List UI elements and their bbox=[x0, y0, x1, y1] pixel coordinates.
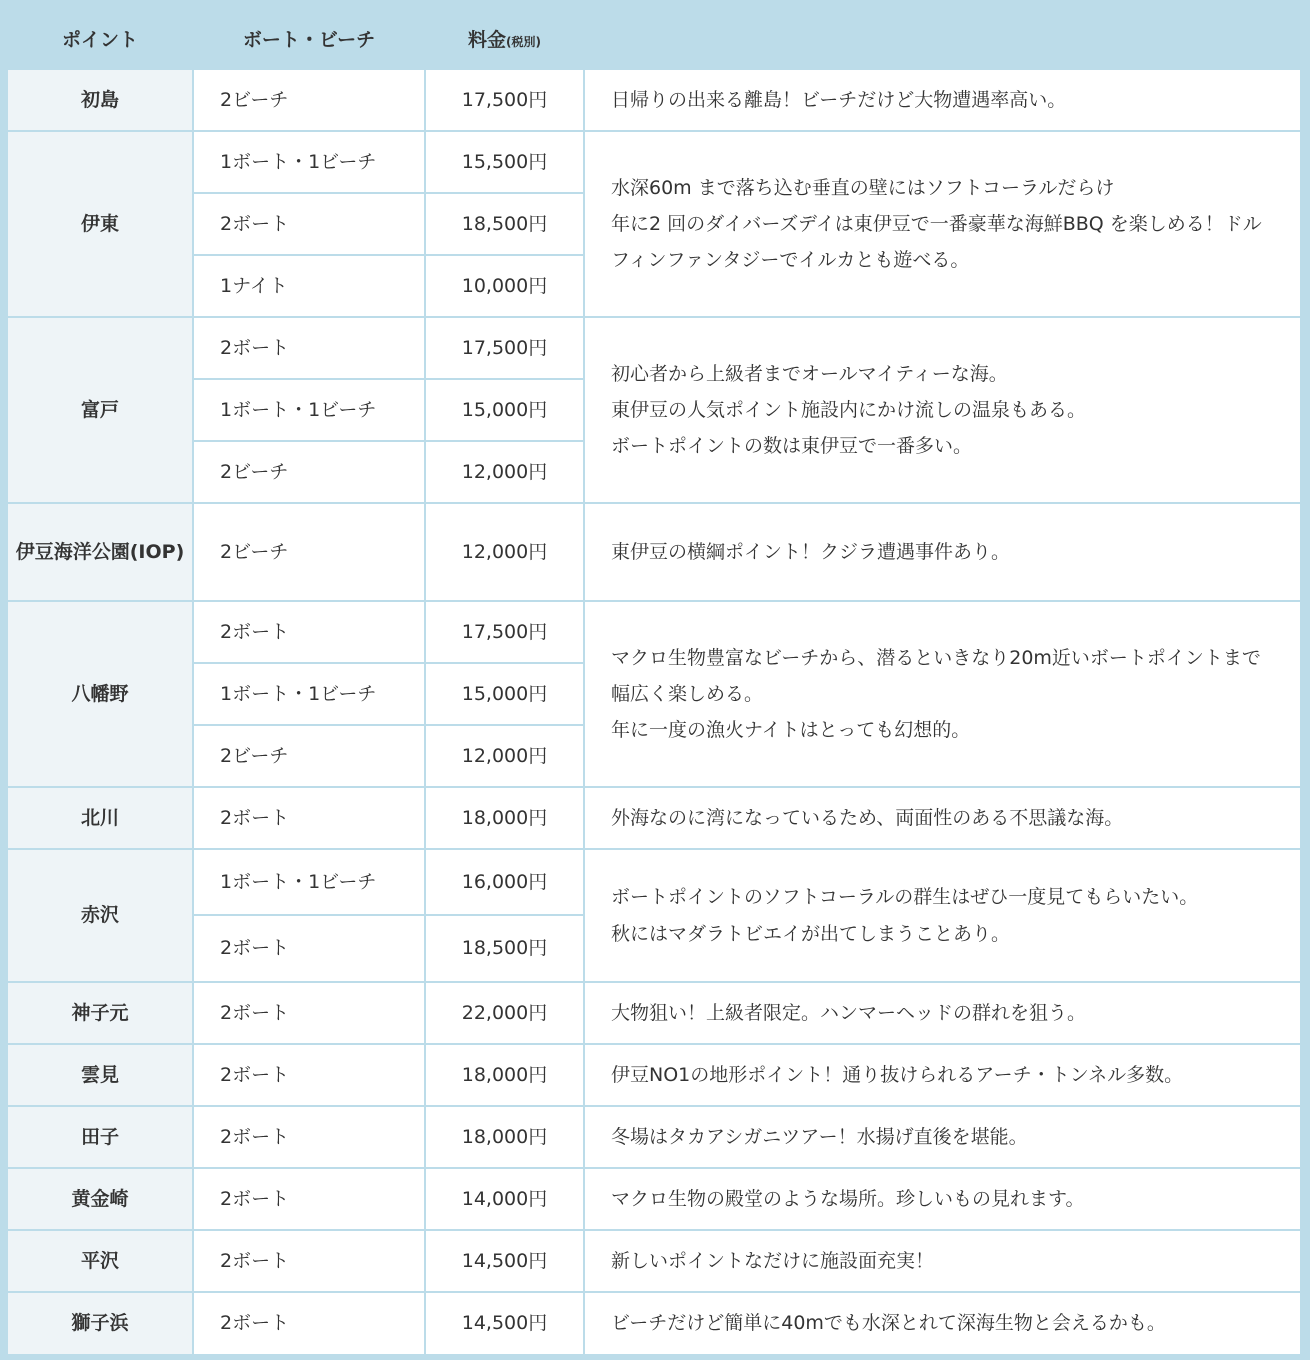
header-price bbox=[426, 8, 583, 68]
table-row bbox=[8, 1045, 1300, 1105]
description-line: 大物狙い！上級者限定。ハンマーヘッドの群れを狙う。 bbox=[611, 1001, 1087, 1024]
point-name: 雲見 bbox=[8, 1045, 192, 1105]
description-line: 初心者から上級者までオールマイティーな海。 bbox=[611, 362, 1008, 385]
header-price-note: (税別) bbox=[506, 34, 541, 49]
table-row bbox=[8, 1231, 1300, 1291]
dive-type: 2ボート bbox=[194, 194, 424, 254]
price: 17,500円 bbox=[426, 602, 583, 662]
price: 10,000円 bbox=[426, 256, 583, 316]
price: 14,500円 bbox=[426, 1293, 583, 1354]
description bbox=[585, 602, 1300, 786]
price: 12,000円 bbox=[426, 442, 583, 502]
dive-type: 2ビーチ bbox=[194, 504, 424, 600]
point-name: 初島 bbox=[8, 70, 192, 130]
description bbox=[585, 132, 1300, 316]
point-name: 田子 bbox=[8, 1107, 192, 1167]
price: 15,000円 bbox=[426, 380, 583, 440]
table-row bbox=[8, 788, 1300, 848]
dive-type: 1ボート・1ビーチ bbox=[194, 380, 424, 440]
description bbox=[585, 70, 1300, 130]
description-line: 新しいポイントなだけに施設面充実！ bbox=[611, 1249, 935, 1272]
price: 18,000円 bbox=[426, 1107, 583, 1167]
dive-type: 2ビーチ bbox=[194, 70, 424, 130]
price-table bbox=[6, 6, 1302, 1356]
dive-type: 2ボート bbox=[194, 1169, 424, 1229]
price: 12,000円 bbox=[426, 726, 583, 786]
description-line: マクロ生物の殿堂のような場所。珍しいもの見れます。 bbox=[611, 1187, 1085, 1210]
description-line: 日帰りの出来る離島！ビーチだけど大物遭遇率高い。 bbox=[611, 88, 1067, 111]
description bbox=[585, 788, 1300, 848]
description-line: 東伊豆の人気ポイント施設内にかけ流しの温泉もある。 bbox=[611, 398, 1087, 421]
dive-type: 2ボート bbox=[194, 1231, 424, 1291]
table-row bbox=[8, 132, 1300, 192]
description bbox=[585, 504, 1300, 600]
description-line: 外海なのに湾になっているため、両面性のある不思議な海。 bbox=[611, 806, 1124, 829]
point-name: 黄金崎 bbox=[8, 1169, 192, 1229]
table-row bbox=[8, 1293, 1300, 1354]
header-price-label: 料金 bbox=[468, 28, 507, 51]
price: 17,500円 bbox=[426, 318, 583, 378]
description-line: 東伊豆の横綱ポイント！クジラ遭遇事件あり。 bbox=[611, 540, 1011, 563]
price: 17,500円 bbox=[426, 70, 583, 130]
table-row bbox=[8, 1169, 1300, 1229]
dive-type: 2ビーチ bbox=[194, 726, 424, 786]
description-line: 年に一度の漁火ナイトはとっても幻想的。 bbox=[611, 719, 971, 742]
description-line: ボートポイントのソフトコーラルの群生はぜひ一度見てもらいたい。 bbox=[611, 886, 1199, 909]
header-row bbox=[8, 8, 1300, 68]
description bbox=[585, 1107, 1300, 1167]
description bbox=[585, 983, 1300, 1043]
header-desc bbox=[585, 8, 1300, 68]
dive-type: 2ビーチ bbox=[194, 442, 424, 502]
description bbox=[585, 1231, 1300, 1291]
dive-type: 2ボート bbox=[194, 983, 424, 1043]
table-row bbox=[8, 504, 1300, 600]
point-name: 平沢 bbox=[8, 1231, 192, 1291]
description bbox=[585, 850, 1300, 981]
header-type: ボート・ビーチ bbox=[194, 8, 424, 68]
table-row bbox=[8, 983, 1300, 1043]
dive-type: 2ボート bbox=[194, 916, 424, 981]
table-row bbox=[8, 602, 1300, 662]
description-line: マクロ生物豊富なビーチから、潜るといきなり20m近いボートポイントまで幅広く楽しめる。 bbox=[611, 646, 1261, 705]
price: 18,500円 bbox=[426, 916, 583, 981]
point-name: 獅子浜 bbox=[8, 1293, 192, 1354]
price: 22,000円 bbox=[426, 983, 583, 1043]
dive-type: 1ボート・1ビーチ bbox=[194, 664, 424, 724]
description-line: 秋にはマダラトビエイが出てしまうことあり。 bbox=[611, 922, 1011, 945]
price: 14,500円 bbox=[426, 1231, 583, 1291]
description bbox=[585, 318, 1300, 502]
description-line: 伊豆NO1の地形ポイント！通り抜けられるアーチ・トンネル多数。 bbox=[611, 1063, 1184, 1086]
dive-type: 2ボート bbox=[194, 788, 424, 848]
point-name: 伊豆海洋公園(IOP) bbox=[8, 504, 192, 600]
description-line: ボートポイントの数は東伊豆で一番多い。 bbox=[611, 435, 973, 458]
price: 18,500円 bbox=[426, 194, 583, 254]
price: 12,000円 bbox=[426, 504, 583, 600]
point-name: 北川 bbox=[8, 788, 192, 848]
point-name: 神子元 bbox=[8, 983, 192, 1043]
dive-type: 2ボート bbox=[194, 1293, 424, 1354]
point-name: 八幡野 bbox=[8, 602, 192, 786]
dive-type: 2ボート bbox=[194, 602, 424, 662]
price: 18,000円 bbox=[426, 788, 583, 848]
table-row bbox=[8, 1107, 1300, 1167]
dive-type: 1ボート・1ビーチ bbox=[194, 850, 424, 914]
price: 14,000円 bbox=[426, 1169, 583, 1229]
header-point: ポイント bbox=[8, 8, 192, 68]
description bbox=[585, 1169, 1300, 1229]
point-name: 赤沢 bbox=[8, 850, 192, 981]
price: 15,000円 bbox=[426, 664, 583, 724]
dive-type: 2ボート bbox=[194, 1045, 424, 1105]
point-name: 富戸 bbox=[8, 318, 192, 502]
description bbox=[585, 1293, 1300, 1354]
price: 16,000円 bbox=[426, 850, 583, 914]
description-line: ビーチだけど簡単に40mでも水深とれて深海生物と会えるかも。 bbox=[611, 1312, 1166, 1335]
description-line: 冬場はタカアシガニツアー！水揚げ直後を堪能。 bbox=[611, 1125, 1028, 1148]
point-name: 伊東 bbox=[8, 132, 192, 316]
dive-type: 2ボート bbox=[194, 1107, 424, 1167]
price: 15,500円 bbox=[426, 132, 583, 192]
dive-type: 2ボート bbox=[194, 318, 424, 378]
dive-type: 1ナイト bbox=[194, 256, 424, 316]
dive-type: 1ボート・1ビーチ bbox=[194, 132, 424, 192]
price: 18,000円 bbox=[426, 1045, 583, 1105]
table-row bbox=[8, 318, 1300, 378]
table-row bbox=[8, 850, 1300, 914]
description-line: 水深60m まで落ち込む垂直の壁にはソフトコーラルだらけ bbox=[611, 176, 1115, 199]
table-body bbox=[8, 70, 1300, 1354]
description bbox=[585, 1045, 1300, 1105]
description-line: 年に2 回のダイバーズデイは東伊豆で一番豪華な海鮮BBQ を楽しめる！ドルフィンファンタジーでイルカとも遊べる。 bbox=[611, 212, 1262, 272]
table-row bbox=[8, 70, 1300, 130]
